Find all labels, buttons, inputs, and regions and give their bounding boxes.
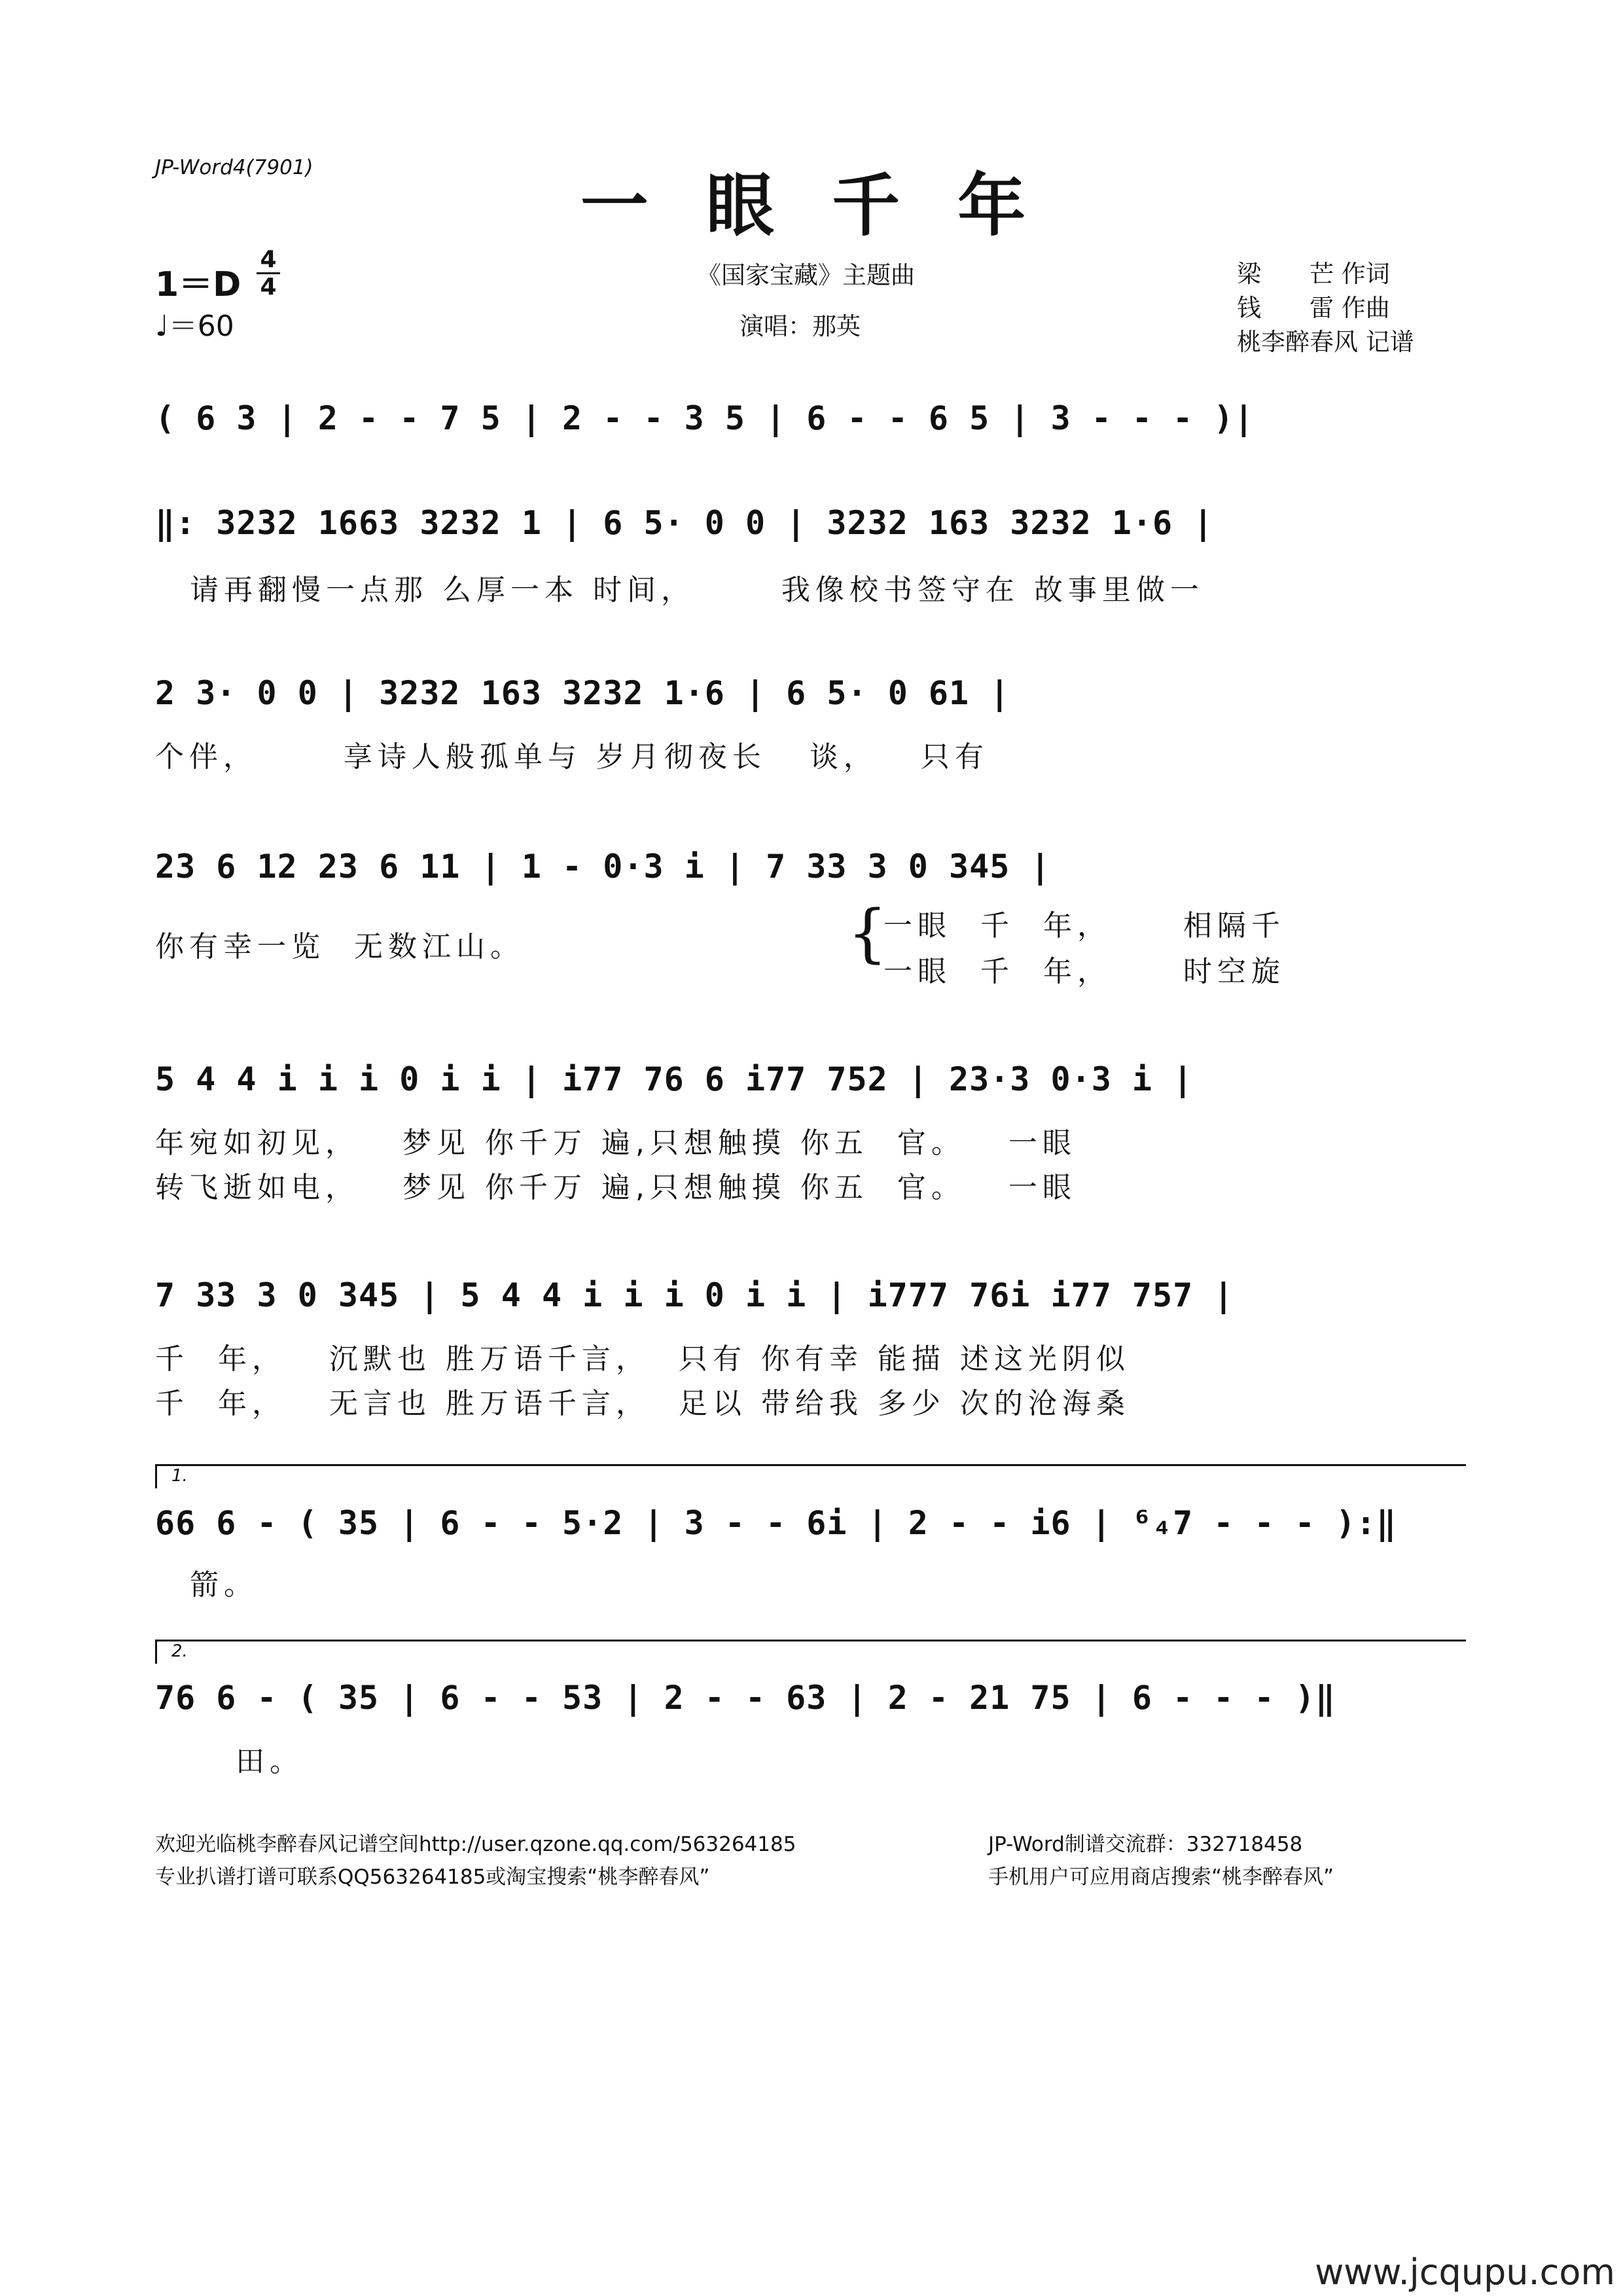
time-signature — [255, 247, 281, 299]
score-row-2: ‖: 3232 1663 3232 1 | 6 5· 0 0 | 3232 163 3232 1·6 | — [155, 504, 1214, 542]
volta-number-2: 2. — [171, 1641, 188, 1661]
lyric-row-7: 箭。 — [190, 1568, 258, 1602]
lyric-row-2: 请再翻慢一点那 么厚一本 时间， 我像校书签守在 故事里做一 — [190, 573, 1204, 607]
time-numerator: 4 — [260, 246, 277, 273]
volta-bracket-2 — [155, 1640, 1466, 1664]
score-row-3: 2 3· 0 0 | 3232 163 3232 1·6 | 6 5· 0 61 | — [155, 674, 1010, 712]
footer-group: JP-Word制谱交流群：332718458 — [988, 1833, 1303, 1856]
time-denominator: 4 — [260, 274, 277, 300]
lyric-row-8: 田。 — [236, 1745, 304, 1778]
footer-website: 欢迎光临桃李醉春风记谱空间http://user.qzone.qq.com/563264185 — [155, 1833, 796, 1856]
footer-contact: 专业扒谱打谱可联系QQ563264185或淘宝搜索“桃李醉春风” — [155, 1865, 710, 1889]
score-row-8: 76 6 - ( 35 | 6 - - 53 | 2 - - 63 | 2 - 21 75 | 6 - - - )‖ — [155, 1679, 1336, 1717]
verse-brace: { — [847, 897, 888, 970]
lyric-row-6-verse-2: 千 年， 无言也 胜万语千言， 足以 带给我 多少 次的沧海桑 — [155, 1387, 1130, 1420]
lyric-row-4-verse-1: 一眼 千 年， 相隔千 — [883, 909, 1285, 942]
footer-app: 手机用户可应用商店搜索“桃李醉春风” — [988, 1865, 1334, 1889]
tempo-marking: ♩＝60 — [155, 310, 234, 343]
score-row-6: 7 33 3 0 345 | 5 4 4 i i i 0 i i | i777 76i i77 757 | — [155, 1276, 1234, 1314]
score-row-7: 66 6 - ( 35 | 6 - - 5·2 | 3 - - 6i | 2 - - i6 | ⁶₄7 - - - ):‖ — [155, 1504, 1397, 1542]
watermark: www.jcqupu.com — [1315, 2251, 1615, 2293]
score-row-5: 5 4 4 i i i 0 i i | i77 76 6 i77 752 | 23·3 0·3 i | — [155, 1060, 1194, 1098]
singer: 演唱：那英 — [740, 312, 861, 340]
lyricist-credit: 梁 芒 作词 — [1237, 260, 1390, 288]
score-row-4: 23 6 12 23 6 11 | 1 - 0·3 i | 7 33 3 0 345 | — [155, 848, 1051, 886]
lyric-row-4-verse-2: 一眼 千 年， 时空旋 — [883, 955, 1285, 988]
song-title: 一 眼 千 年 — [580, 165, 1043, 245]
lyric-row-6-verse-1: 千 年， 沉默也 胜万语千言， 只有 你有幸 能描 述这光阴似 — [155, 1342, 1130, 1376]
key-signature: 1＝D — [155, 265, 241, 304]
score-row-1: ( 6 3 | 2 - - 7 5 | 2 - - 3 5 | 6 - - 6 5 | 3 - - - )| — [155, 399, 1255, 437]
software-label: JP-Word4(7901) — [155, 156, 313, 179]
lyric-row-5-verse-2: 转飞逝如电， 梦见 你千万 遍,只想触摸 你五 官。 一眼 — [155, 1171, 1077, 1204]
lyric-row-3: 个伴， 享诗人般孤单与 岁月彻夜长 谈， 只有 — [155, 740, 989, 774]
composer-credit: 钱 雷 作曲 — [1237, 294, 1390, 322]
transcriber-credit: 桃李醉春风 记谱 — [1237, 328, 1414, 356]
volta-number-1: 1. — [171, 1466, 188, 1486]
subtitle: 《国家宝藏》主题曲 — [697, 261, 915, 289]
lyric-row-4: 你有幸一览 无数江山。 — [155, 930, 524, 963]
volta-bracket-1 — [155, 1464, 1466, 1488]
lyric-row-5-verse-1: 年宛如初见， 梦见 你千万 遍,只想触摸 你五 官。 一眼 — [155, 1126, 1077, 1160]
